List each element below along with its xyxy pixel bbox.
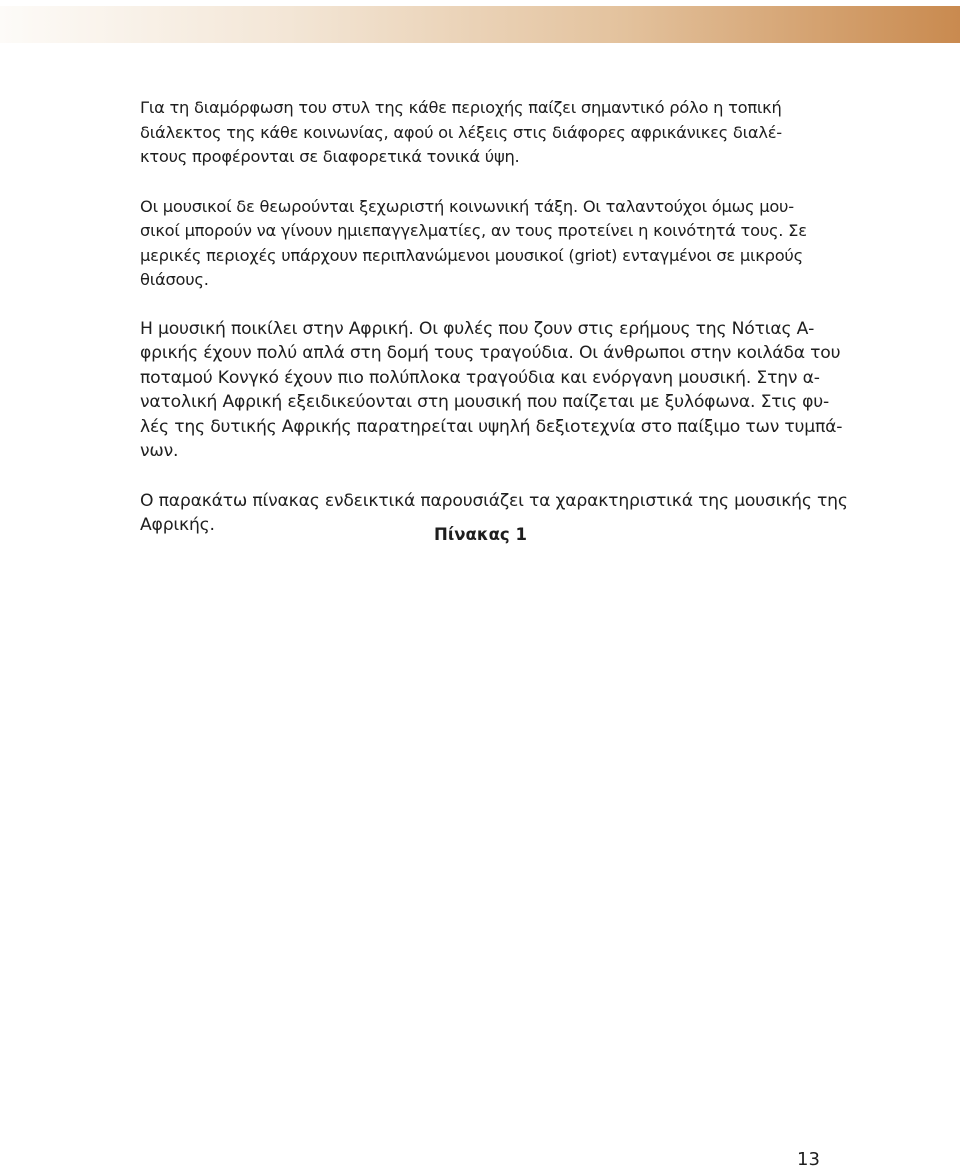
text-line: διάλεκτος της κάθε κοινωνίας, αφού οι λέξεις στις διάφορες αφρικάνικες διαλέ- <box>140 122 782 142</box>
text-line: Οι μουσικοί δε θεωρούνται ξεχωριστή κοινωνική τάξη. Οι ταλαντούχοι όμως μου- <box>140 196 794 216</box>
text-line: Ο παρακάτω πίνακας ενδεικτικά παρουσιάζει τα χαρακτηριστικά της μουσικής της <box>140 490 848 511</box>
paragraph-regional-music <box>140 317 843 464</box>
text-line: Για τη διαμόρφωση του στυλ της κάθε περιοχής παίζει σημαντικό ρόλο η τοπική <box>140 98 782 117</box>
text-line: νατολική Αφρική εξειδικεύονται στη μουσική που παίζεται με ξυλόφωνα. Στις φυ- <box>140 392 830 412</box>
text-line: λές της δυτικής Αφρικής παρατηρείται υψηλή δεξιοτεχνία στο παίξιμο των τυμπά- <box>140 416 843 437</box>
table-caption: Πίνακας 1 <box>434 525 527 544</box>
page-body <box>140 96 848 538</box>
text-line: θιάσους. <box>140 270 209 289</box>
text-line: κτους προφέρονται σε διαφορετικά τονικά ύψη. <box>140 147 520 166</box>
paragraph-musicians <box>140 195 821 293</box>
text-line: Αφρικής. <box>140 515 215 535</box>
text-line: νων. <box>140 441 179 461</box>
text-line: Η μουσική ποικίλει στην Αφρική. Οι φυλές που ζουν στις ερήμους της Νότιας Α- <box>140 318 815 339</box>
paragraph-dialect <box>140 96 821 170</box>
page-number: 13 <box>797 1149 820 1170</box>
header-gradient-band <box>0 6 960 43</box>
text-line: ποταμού Κονγκό έχουν πιο πολύπλοκα τραγούδια και ενόργανη μουσική. Στην α- <box>140 367 820 388</box>
text-line: φρικής έχουν πολύ απλά στη δομή τους τραγούδια. Οι άνθρωποι στην κοιλάδα του <box>140 343 841 363</box>
text-line: μερικές περιοχές υπάρχουν περιπλανώμενοι μουσικοί (griot) ενταγμένοι σε μικρούς <box>140 245 803 265</box>
text-line: σικοί μπορούν να γίνουν ημιεπαγγελματίες, αν τους προτείνει η κοινότητά τους. Σε <box>140 221 807 240</box>
